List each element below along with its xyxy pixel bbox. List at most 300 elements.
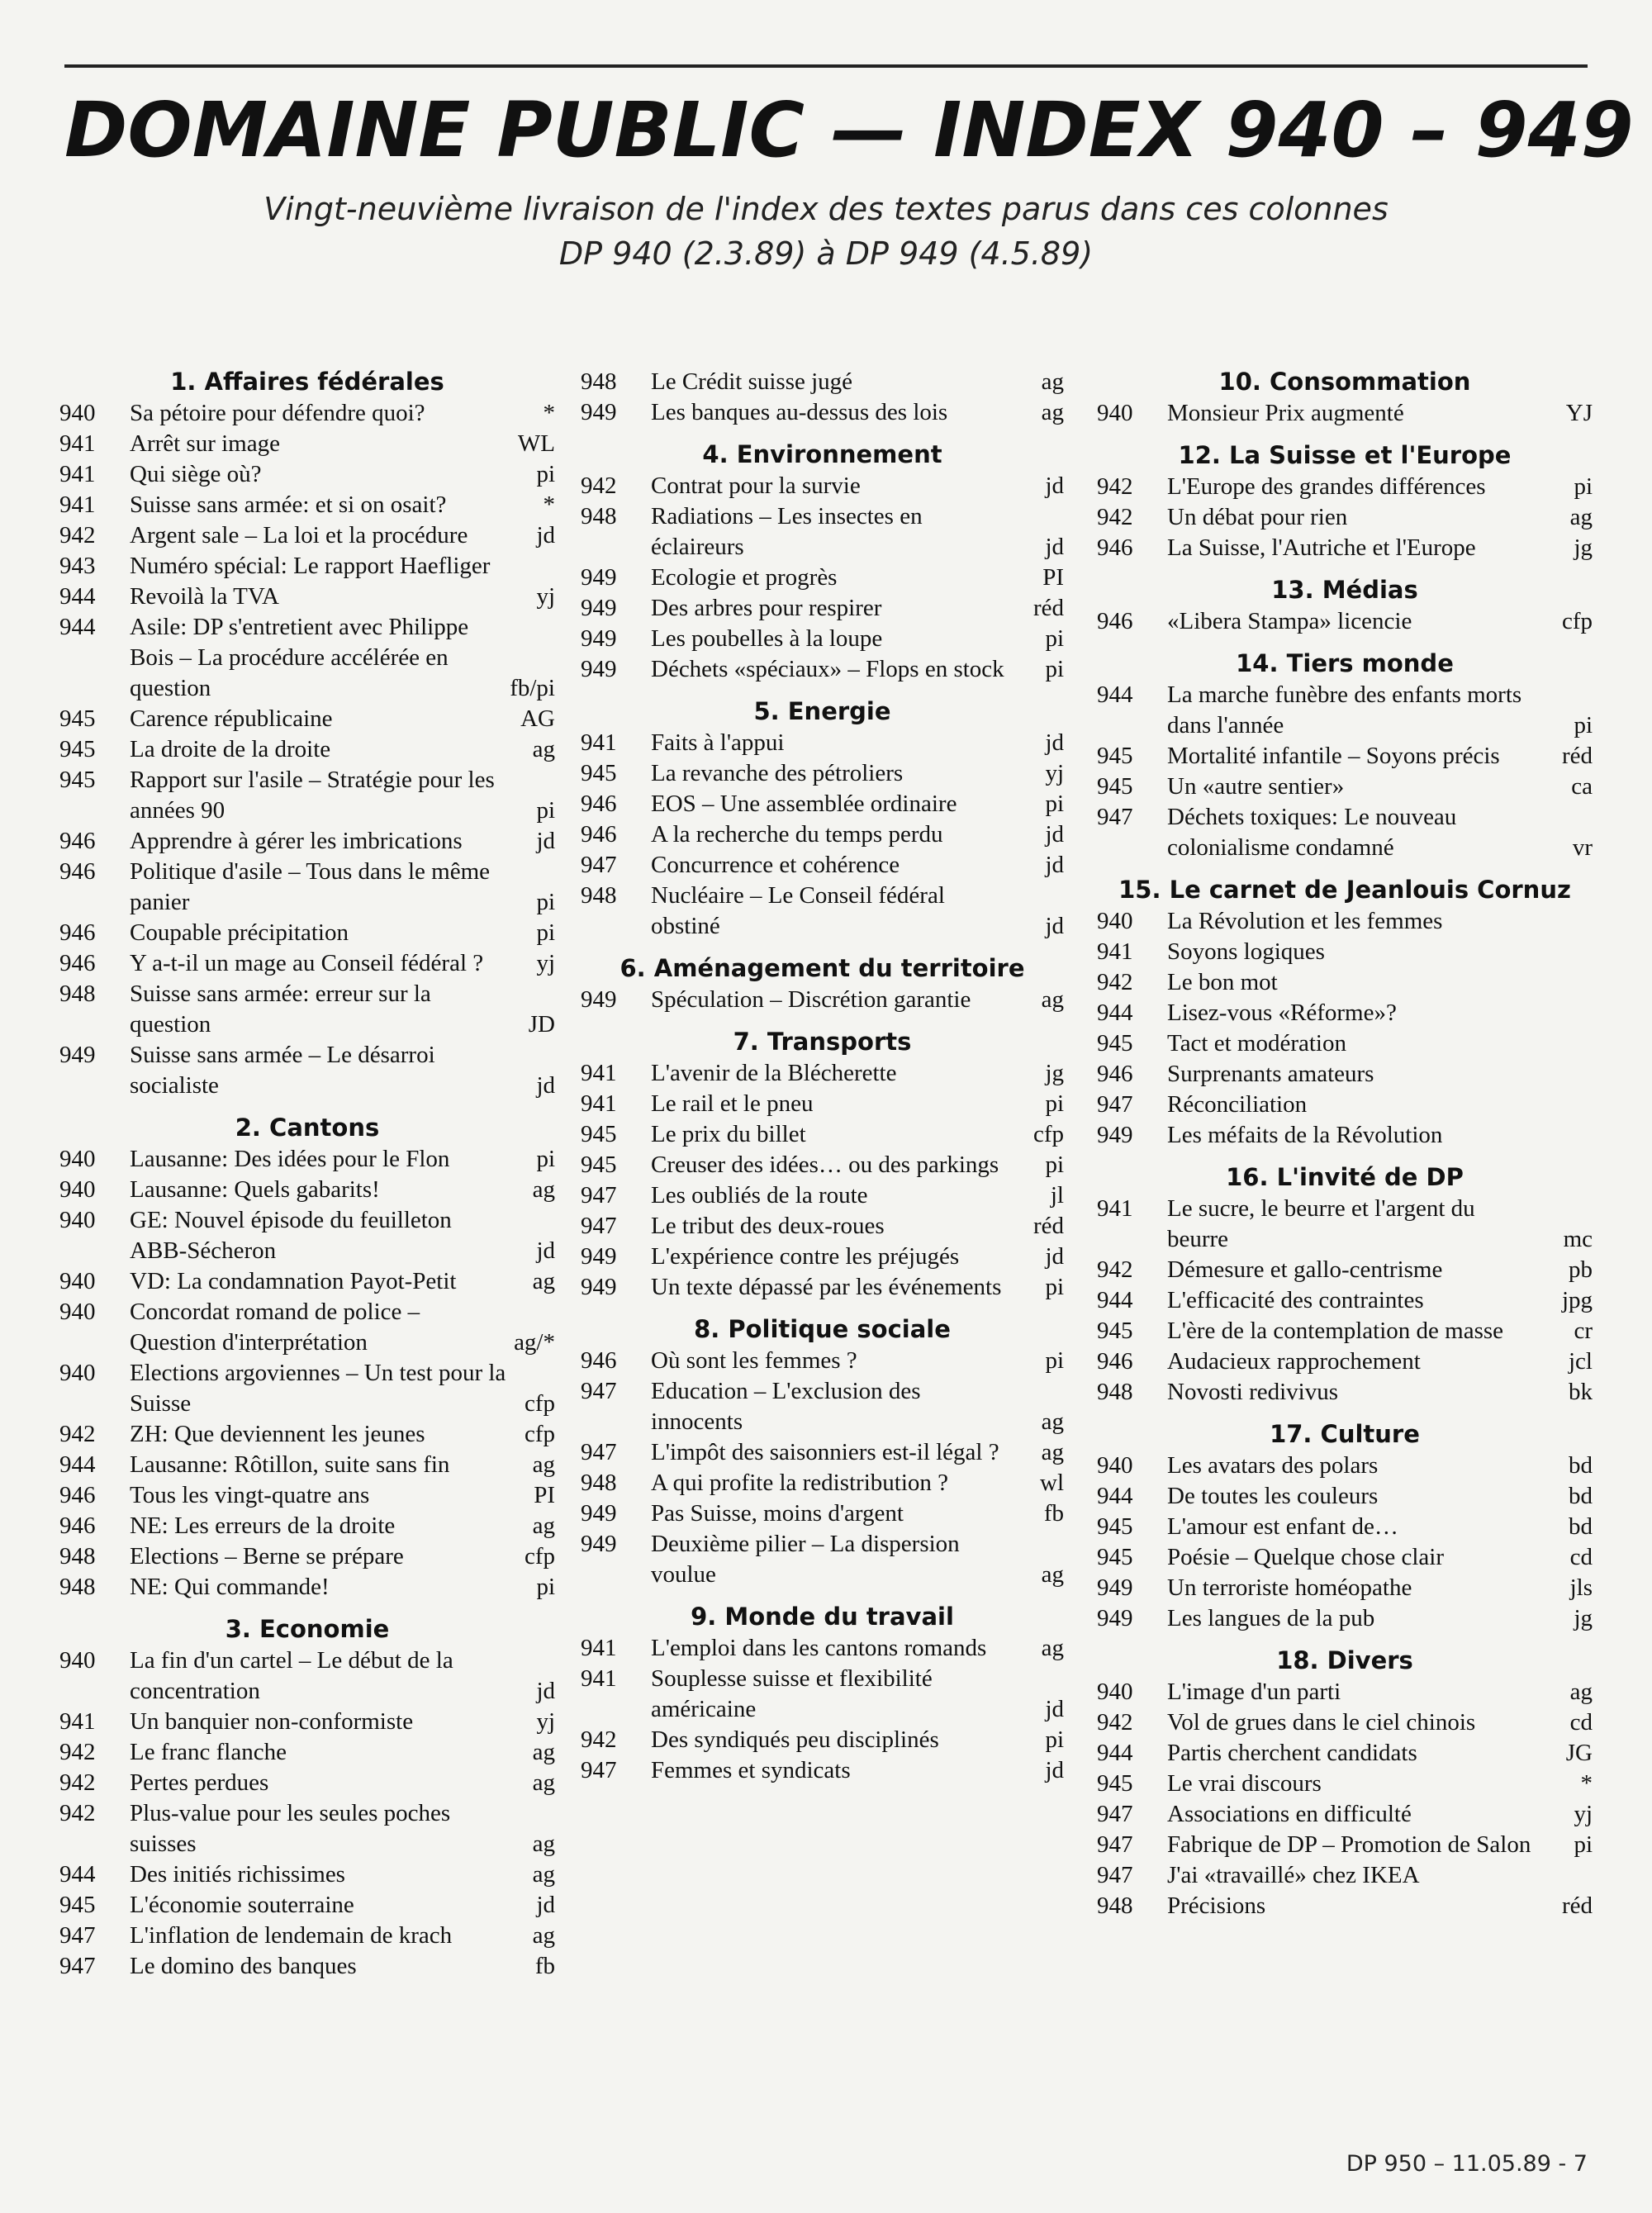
- article-title: Revoilà la TVA: [130, 583, 279, 610]
- index-entry: [581, 728, 1064, 758]
- article-title: Partis cherchent candidats: [1167, 1740, 1417, 1766]
- issue-number: 945: [1097, 1513, 1133, 1540]
- article-title: L'ère de la contemplation de masse: [1167, 1318, 1504, 1344]
- article-title: Les méfaits de la Révolution: [1167, 1122, 1443, 1148]
- author-initials: pi: [1045, 1274, 1064, 1300]
- author-initials: yj: [1045, 760, 1064, 786]
- issue-number: 944: [1097, 681, 1133, 708]
- article-title: A la recherche du temps perdu: [651, 821, 943, 848]
- index-entry: [1097, 741, 1593, 772]
- author-initials: cfp: [1032, 1121, 1064, 1147]
- author-initials: ag/*: [514, 1329, 555, 1356]
- issue-number: 949: [581, 986, 617, 1013]
- issue-number: 942: [59, 1739, 96, 1765]
- issue-number: 948: [581, 368, 617, 395]
- author-initials: réd: [1032, 595, 1064, 621]
- index-entry: [1097, 1830, 1593, 1860]
- article-title: Le Crédit suisse jugé: [651, 368, 853, 395]
- index-entry: [581, 985, 1064, 1015]
- author-initials: jd: [536, 1892, 555, 1918]
- issue-number: 949: [581, 595, 617, 621]
- page-subtitle: [64, 187, 1588, 276]
- author-initials: cd: [1569, 1709, 1593, 1736]
- author-initials: yj: [536, 583, 555, 610]
- article-title: Soyons logiques: [1167, 938, 1325, 965]
- issue-number: 949: [1097, 1574, 1133, 1601]
- index-entry: [59, 1144, 555, 1175]
- index-entry: [581, 1346, 1064, 1376]
- index-entry: [1097, 533, 1593, 563]
- index-entry: [59, 429, 555, 459]
- author-initials: ag: [1041, 368, 1064, 395]
- issue-number: 940: [59, 1176, 96, 1203]
- article-title: Pertes perdues: [130, 1769, 269, 1796]
- section-heading: 8. Politique sociale: [694, 1315, 951, 1343]
- index-entry: [59, 948, 555, 979]
- author-initials: pi: [1045, 1726, 1064, 1753]
- issue-number: 943: [59, 553, 96, 579]
- issue-number: 945: [1097, 1318, 1133, 1344]
- author-initials: ag: [532, 1769, 555, 1796]
- article-title: J'ai «travaillé» chez IKEA: [1167, 1862, 1420, 1888]
- index-entry: [1097, 1451, 1593, 1481]
- issue-number: 942: [1097, 473, 1133, 500]
- author-initials: cfp: [524, 1421, 555, 1447]
- issue-number: 941: [581, 729, 617, 756]
- author-initials: jd: [1045, 913, 1064, 939]
- author-initials: pi: [1045, 791, 1064, 817]
- issue-number: 941: [59, 461, 96, 487]
- author-initials: jd: [1045, 473, 1064, 499]
- index-entry: [1097, 906, 1593, 937]
- author-initials: ag: [1569, 1679, 1593, 1705]
- section-heading: 3. Economie: [225, 1615, 390, 1643]
- article-title: Déchets «spéciaux» – Flops en stock: [651, 656, 1004, 682]
- section-heading: 7. Transports: [733, 1028, 912, 1056]
- author-initials: ag: [532, 1861, 555, 1888]
- article-title: Pas Suisse, moins d'argent: [651, 1500, 904, 1527]
- author-initials: ag: [1041, 1635, 1064, 1661]
- issue-number: 940: [59, 1146, 96, 1172]
- index-entry: [1097, 1573, 1593, 1603]
- index-entry: [581, 1498, 1064, 1529]
- index-entry: [59, 1951, 555, 1982]
- issue-number: 947: [581, 1439, 617, 1465]
- index-entry: [1097, 398, 1593, 429]
- index-entry: [59, 734, 555, 765]
- article-title: L'Europe des grandes différences: [1167, 473, 1486, 500]
- index-entry: [1097, 606, 1593, 637]
- author-initials: cfp: [524, 1543, 555, 1570]
- article-title: De toutes les couleurs: [1167, 1483, 1379, 1509]
- index-entry: [1097, 1738, 1593, 1769]
- article-title: Le domino des banques: [130, 1953, 357, 1979]
- author-initials: jpg: [1561, 1287, 1593, 1313]
- author-initials: yj: [536, 1708, 555, 1735]
- index-column-3: [1097, 367, 1593, 1921]
- issue-number: 942: [581, 473, 617, 499]
- index-entry: [1097, 1707, 1593, 1738]
- index-entry: [1097, 1255, 1593, 1285]
- author-initials: bd: [1569, 1513, 1593, 1540]
- author-initials: jd: [1045, 1757, 1064, 1783]
- author-initials: jd: [1045, 1696, 1064, 1722]
- author-initials: cfp: [524, 1390, 555, 1417]
- article-title: L'efficacité des contraintes: [1167, 1287, 1424, 1313]
- issue-number: 941: [581, 1635, 617, 1661]
- issue-number: 948: [59, 1574, 96, 1600]
- article-title: Lausanne: Rôtillon, suite sans fin: [130, 1451, 450, 1478]
- issue-number: 941: [581, 1665, 617, 1692]
- index-entry: [59, 1798, 555, 1859]
- issue-number: 947: [1097, 804, 1133, 830]
- author-initials: pi: [536, 889, 555, 915]
- issue-number: 945: [59, 705, 96, 732]
- author-initials: PI: [534, 1482, 555, 1508]
- index-entry: [581, 1468, 1064, 1498]
- issue-number: 942: [581, 1726, 617, 1753]
- author-initials: jd: [536, 1072, 555, 1099]
- section-heading: 18. Divers: [1276, 1646, 1413, 1674]
- index-entry: [1097, 967, 1593, 998]
- issue-number: 940: [1097, 1679, 1133, 1705]
- issue-number: 945: [1097, 773, 1133, 800]
- subtitle-line-1: Vingt-neuvième livraison de l'index des textes parus dans ces colonnes: [263, 191, 1389, 227]
- index-entry: [59, 1768, 555, 1798]
- article-title: Poésie – Quelque chose clair: [1167, 1544, 1445, 1570]
- author-initials: ag: [532, 1831, 555, 1857]
- issue-number: 949: [581, 1531, 617, 1557]
- section-heading: 10. Consommation: [1218, 368, 1471, 396]
- author-initials: jcl: [1569, 1348, 1593, 1375]
- article-title: Concordat romand de police – Question d'interprétation: [130, 1299, 420, 1356]
- author-initials: pi: [536, 1574, 555, 1600]
- index-entry: [59, 612, 555, 704]
- author-initials: JG: [1565, 1740, 1593, 1766]
- author-initials: jl: [1050, 1182, 1064, 1209]
- author-initials: PI: [1042, 564, 1064, 591]
- article-title: La Révolution et les femmes: [1167, 908, 1443, 934]
- issue-number: 949: [581, 564, 617, 591]
- issue-number: 941: [59, 492, 96, 518]
- author-initials: pi: [1045, 656, 1064, 682]
- article-title: Où sont les femmes ?: [651, 1347, 857, 1374]
- issue-number: 945: [59, 736, 96, 762]
- article-title: Les banques au-dessus des lois: [651, 399, 948, 425]
- author-initials: mc: [1563, 1226, 1593, 1252]
- index-entry: [581, 471, 1064, 501]
- author-initials: *: [543, 400, 555, 426]
- index-entry: [581, 624, 1064, 654]
- issue-number: 949: [581, 656, 617, 682]
- index-entry: [1097, 502, 1593, 533]
- index-entry: [581, 789, 1064, 819]
- section-heading: 15. Le carnet de Jeanlouis Cornuz: [1118, 876, 1571, 904]
- page-title: DOMAINE PUBLIC — INDEX 940 – 949: [64, 86, 1634, 174]
- author-initials: JD: [528, 1011, 555, 1038]
- index-entry: [1097, 680, 1593, 741]
- section-heading: 12. La Suisse et l'Europe: [1178, 441, 1512, 469]
- index-column-2: [581, 367, 1064, 1786]
- author-initials: réd: [1561, 743, 1593, 769]
- issue-number: 946: [1097, 1348, 1133, 1375]
- article-title: Un «autre sentier»: [1167, 773, 1345, 800]
- article-title: Rapport sur l'asile – Stratégie pour les années 90: [130, 767, 495, 824]
- author-initials: jd: [536, 828, 555, 854]
- issue-number: 947: [59, 1953, 96, 1979]
- index-entry: [1097, 1194, 1593, 1255]
- article-title: Suisse sans armée: et si on osait?: [130, 492, 447, 518]
- author-initials: ag: [1569, 504, 1593, 530]
- article-title: Un terroriste homéopathe: [1167, 1574, 1412, 1601]
- index-entry: [59, 1358, 555, 1419]
- article-title: Un texte dépassé par les événements: [651, 1274, 1002, 1300]
- index-entry: [1097, 1677, 1593, 1707]
- index-entry: [581, 1437, 1064, 1468]
- issue-number: 947: [581, 1757, 617, 1783]
- author-initials: jd: [1045, 534, 1064, 560]
- author-initials: pi: [1574, 1831, 1593, 1858]
- index-entry: [59, 1707, 555, 1737]
- issue-number: 945: [1097, 1544, 1133, 1570]
- author-initials: fb: [534, 1953, 555, 1979]
- author-initials: ca: [1571, 773, 1593, 800]
- article-title: Mortalité infantile – Soyons précis: [1167, 743, 1500, 769]
- index-entry: [59, 1859, 555, 1890]
- section-heading: 2. Cantons: [235, 1114, 380, 1142]
- issue-number: 942: [1097, 504, 1133, 530]
- author-initials: jg: [1045, 1060, 1064, 1086]
- article-title: Réconciliation: [1167, 1091, 1308, 1118]
- issue-number: 947: [581, 1182, 617, 1209]
- article-title: Novosti redivivus: [1167, 1379, 1339, 1405]
- index-entry: [1097, 1799, 1593, 1830]
- article-title: Le sucre, le beurre et l'argent du beurre: [1167, 1195, 1475, 1252]
- author-initials: vr: [1572, 834, 1593, 861]
- issue-number: 940: [1097, 400, 1133, 426]
- article-title: Fabrique de DP – Promotion de Salon: [1167, 1831, 1531, 1858]
- article-title: Qui siège où?: [130, 461, 262, 487]
- issue-number: 948: [581, 882, 617, 909]
- article-title: GE: Nouvel épisode du feuilleton ABB-Sécheron: [130, 1207, 452, 1264]
- index-entry: [581, 593, 1064, 624]
- issue-number: 944: [1097, 1287, 1133, 1313]
- issue-number: 942: [1097, 969, 1133, 995]
- author-initials: pb: [1569, 1256, 1593, 1283]
- index-entry: [59, 1541, 555, 1572]
- article-title: Des initiés richissimes: [130, 1861, 345, 1888]
- issue-number: 944: [1097, 1483, 1133, 1509]
- article-title: Elections – Berne se prépare: [130, 1543, 404, 1570]
- article-title: Lausanne: Des idées pour le Flon: [130, 1146, 450, 1172]
- author-initials: bk: [1569, 1379, 1593, 1405]
- article-title: Arrêt sur image: [130, 430, 280, 457]
- index-entry: [581, 1242, 1064, 1272]
- index-entry: [581, 1058, 1064, 1089]
- index-entry: [59, 1205, 555, 1266]
- author-initials: cd: [1569, 1544, 1593, 1570]
- issue-number: 946: [59, 950, 96, 976]
- author-initials: ag: [1041, 1439, 1064, 1465]
- index-entry: [1097, 1120, 1593, 1151]
- article-title: Contrat pour la survie: [651, 473, 861, 499]
- index-entry: [59, 979, 555, 1040]
- index-entry: [59, 551, 555, 582]
- article-title: L'avenir de la Blécherette: [651, 1060, 897, 1086]
- index-entry: [581, 758, 1064, 789]
- section-heading: 5. Energie: [753, 697, 891, 725]
- section-heading: 9. Monde du travail: [691, 1603, 954, 1631]
- article-title: La droite de la droite: [130, 736, 331, 762]
- index-entry: [581, 881, 1064, 942]
- index-entry: [59, 582, 555, 612]
- index-entry: [59, 1450, 555, 1480]
- issue-number: 944: [59, 614, 96, 640]
- index-entry: [59, 1297, 555, 1358]
- index-entry: [581, 397, 1064, 428]
- article-title: EOS – Une assemblée ordinaire: [651, 791, 957, 817]
- section-heading: 6. Aménagement du territoire: [620, 954, 1025, 982]
- issue-number: 946: [1097, 1061, 1133, 1087]
- article-title: Le vrai discours: [1167, 1770, 1322, 1797]
- author-initials: *: [543, 492, 555, 518]
- author-initials: jd: [1045, 821, 1064, 848]
- index-entry: [581, 1376, 1064, 1437]
- author-initials: ag: [532, 1268, 555, 1294]
- index-column-1: [59, 367, 555, 1982]
- index-entry: [1097, 1542, 1593, 1573]
- index-entry: [59, 765, 555, 826]
- index-entry: [581, 367, 1064, 397]
- article-title: Les oubliés de la route: [651, 1182, 868, 1209]
- issue-number: 942: [59, 1421, 96, 1447]
- article-title: Apprendre à gérer les imbrications: [130, 828, 463, 854]
- index-entry: [581, 1150, 1064, 1180]
- subtitle-line-2: DP 940 (2.3.89) à DP 949 (4.5.89): [558, 235, 1094, 272]
- index-entry: [581, 1755, 1064, 1786]
- section-heading: 4. Environnement: [702, 440, 942, 468]
- section-heading: 13. Médias: [1271, 576, 1418, 604]
- author-initials: cr: [1574, 1318, 1593, 1344]
- author-initials: ag: [1041, 986, 1064, 1013]
- article-title: Education – L'exclusion des innocents: [651, 1378, 921, 1435]
- issue-number: 947: [581, 852, 617, 878]
- author-initials: bd: [1569, 1483, 1593, 1509]
- issue-number: 948: [1097, 1379, 1133, 1405]
- issue-number: 949: [59, 1042, 96, 1068]
- author-initials: jls: [1569, 1574, 1593, 1601]
- author-initials: ag: [532, 1922, 555, 1949]
- section-heading: 17. Culture: [1270, 1420, 1420, 1448]
- author-initials: ag: [1041, 399, 1064, 425]
- issue-number: 947: [581, 1213, 617, 1239]
- issue-number: 945: [59, 1892, 96, 1918]
- index-entry: [59, 918, 555, 948]
- article-title: NE: Qui commande!: [130, 1574, 330, 1600]
- issue-number: 940: [59, 1360, 96, 1386]
- issue-number: 947: [581, 1378, 617, 1404]
- issue-number: 945: [581, 1121, 617, 1147]
- article-title: Souplesse suisse et flexibilité américaine: [651, 1665, 933, 1722]
- article-title: VD: La condamnation Payot-Petit: [130, 1268, 457, 1294]
- author-initials: *: [1580, 1770, 1593, 1797]
- index-entry: [59, 490, 555, 520]
- issue-number: 940: [59, 400, 96, 426]
- index-entry: [581, 850, 1064, 881]
- issue-number: 946: [59, 858, 96, 885]
- author-initials: AG: [520, 705, 555, 732]
- index-entry: [1097, 472, 1593, 502]
- author-initials: pi: [1574, 473, 1593, 500]
- article-title: Y a-t-il un mage au Conseil fédéral ?: [130, 950, 484, 976]
- index-entry: [1097, 1481, 1593, 1512]
- issue-number: 949: [581, 1500, 617, 1527]
- index-entry: [581, 1089, 1064, 1119]
- issue-number: 940: [1097, 1452, 1133, 1479]
- article-title: L'inflation de lendemain de krach: [130, 1922, 453, 1949]
- author-initials: pi: [1045, 625, 1064, 652]
- issue-number: 945: [1097, 1030, 1133, 1057]
- article-title: «Libera Stampa» licencie: [1167, 608, 1412, 634]
- index-entry: [1097, 1769, 1593, 1799]
- author-initials: jd: [536, 1678, 555, 1704]
- author-initials: jd: [1045, 852, 1064, 878]
- article-title: Nucléaire – Le Conseil fédéral obstiné: [651, 882, 945, 939]
- issue-number: 949: [1097, 1122, 1133, 1148]
- article-title: L'emploi dans les cantons romands: [651, 1635, 987, 1661]
- article-title: Tact et modération: [1167, 1030, 1346, 1057]
- issue-number: 944: [1097, 1740, 1133, 1766]
- article-title: Creuser des idées… ou des parkings: [651, 1152, 999, 1178]
- index-entry: [1097, 998, 1593, 1028]
- author-initials: pi: [1045, 1347, 1064, 1374]
- index-entry: [581, 654, 1064, 685]
- author-initials: ag: [532, 1176, 555, 1203]
- index-entry: [59, 459, 555, 490]
- article-title: Monsieur Prix augmenté: [1167, 400, 1404, 426]
- index-entry: [59, 826, 555, 857]
- article-title: Spéculation – Discrétion garantie: [651, 986, 971, 1013]
- article-title: Tous les vingt-quatre ans: [130, 1482, 370, 1508]
- index-entry: [1097, 1891, 1593, 1921]
- article-title: Les poubelles à la loupe: [651, 625, 883, 652]
- article-title: Radiations – Les insectes en éclaireurs: [651, 503, 923, 560]
- index-entry: [59, 857, 555, 918]
- article-title: ZH: Que deviennent les jeunes: [130, 1421, 425, 1447]
- author-initials: yj: [1574, 1801, 1593, 1827]
- article-title: Les avatars des polars: [1167, 1452, 1379, 1479]
- issue-number: 946: [581, 821, 617, 848]
- article-title: Des syndiqués peu disciplinés: [651, 1726, 939, 1753]
- index-entry: [1097, 1316, 1593, 1346]
- article-title: Le bon mot: [1167, 969, 1278, 995]
- issue-number: 949: [581, 1274, 617, 1300]
- index-entry: [581, 1664, 1064, 1725]
- section-heading: 16. L'invité de DP: [1226, 1163, 1464, 1191]
- index-entry: [581, 1180, 1064, 1211]
- index-entry: [1097, 1860, 1593, 1891]
- author-initials: pi: [536, 461, 555, 487]
- author-initials: pi: [1045, 1090, 1064, 1117]
- index-entry: [59, 1511, 555, 1541]
- index-entry: [1097, 937, 1593, 967]
- index-entry: [581, 1119, 1064, 1150]
- issue-number: 949: [581, 625, 617, 652]
- article-title: Un débat pour rien: [1167, 504, 1348, 530]
- index-entry: [1097, 1059, 1593, 1090]
- article-title: Lausanne: Quels gabarits!: [130, 1176, 380, 1203]
- index-entry: [581, 501, 1064, 563]
